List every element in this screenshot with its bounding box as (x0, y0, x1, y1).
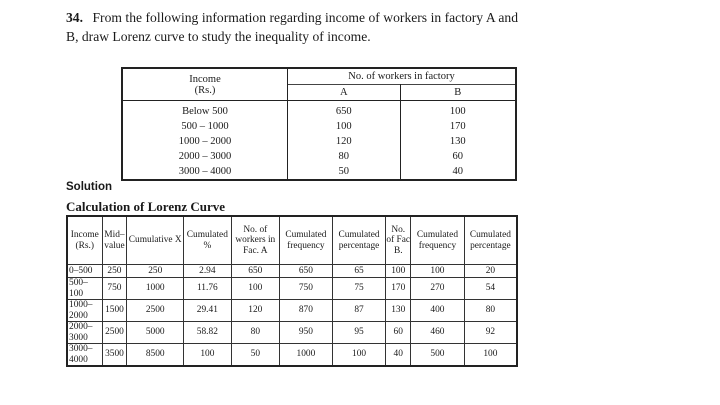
workers-b-cell: 100 (386, 265, 411, 278)
cumulative-x-cell: 250 (127, 265, 184, 278)
mid-value-cell: 250 (102, 265, 127, 278)
income-cell: 3000– 4000 (67, 344, 102, 367)
income-cell: Below 500 (122, 101, 288, 120)
workers-b-cell: 170 (386, 278, 411, 300)
cumulated-pct-cell: 11.76 (184, 278, 231, 300)
table-row (122, 149, 516, 164)
table-row (67, 300, 517, 322)
cumulative-x-cell: 1000 (127, 278, 184, 300)
workers-a-cell: 650 (231, 265, 280, 278)
table-row (122, 164, 516, 180)
calc-title: Calculation of Lorenz Curve (66, 199, 225, 214)
cum-pct-a-cell: 75 (332, 278, 386, 300)
cum-pct-a-cell: 87 (332, 300, 386, 322)
table-row (67, 265, 517, 278)
a-cell: 120 (288, 134, 401, 149)
table-row (67, 344, 517, 367)
question-text (66, 8, 518, 46)
solution-label: Solution (66, 181, 112, 193)
cumulative-x-cell: 5000 (127, 322, 184, 344)
income-cell: 1000 – 2000 (122, 134, 288, 149)
cum-freq-b-cell: 270 (411, 278, 465, 300)
a-cell: 650 (288, 101, 401, 120)
lorenz-table (66, 215, 518, 367)
workers-b-cell: 60 (386, 322, 411, 344)
cum-freq-b-cell: 500 (411, 344, 465, 367)
a-cell: 100 (288, 119, 401, 134)
question-body: From the following information regarding income of workers in factory A and B, draw Lorenz curve to study the inequality of income. (66, 10, 518, 44)
mid-value-cell: 750 (102, 278, 127, 300)
workers-a-cell: 120 (231, 300, 280, 322)
cumulative-x-cell: 8500 (127, 344, 184, 367)
header-cum-freq-b: Cumulated frequency (411, 216, 465, 265)
cum-pct-b-cell: 80 (464, 300, 517, 322)
header-cum-freq-a: Cumulated frequency (280, 216, 333, 265)
col-a-header: A (288, 85, 401, 101)
income-cell: 0–500 (67, 265, 102, 278)
header-cum-pct-b: Cumulated percentage (464, 216, 517, 265)
cum-pct-b-cell: 20 (464, 265, 517, 278)
income-table (121, 67, 517, 181)
cum-freq-a-cell: 870 (280, 300, 333, 322)
income-cell: 2000 – 3000 (122, 149, 288, 164)
workers-a-cell: 50 (231, 344, 280, 367)
income-cell: 1000– 2000 (67, 300, 102, 322)
table-row (122, 119, 516, 134)
table-row (67, 322, 517, 344)
mid-value-cell: 3500 (102, 344, 127, 367)
workers-a-cell: 80 (231, 322, 280, 344)
a-cell: 50 (288, 164, 401, 180)
workers-b-cell: 40 (386, 344, 411, 367)
table-row (122, 101, 516, 120)
cumulated-pct-cell: 29.41 (184, 300, 231, 322)
cum-freq-a-cell: 750 (280, 278, 333, 300)
income-cell: 2000– 3000 (67, 322, 102, 344)
workers-a-cell: 100 (231, 278, 280, 300)
income-header-line2: (Rs.) (194, 84, 216, 96)
income-header-line1: Income (189, 73, 221, 85)
cum-pct-b-cell: 100 (464, 344, 517, 367)
cum-pct-a-cell: 65 (332, 265, 386, 278)
cum-freq-b-cell: 100 (411, 265, 465, 278)
cum-freq-a-cell: 650 (280, 265, 333, 278)
a-cell: 80 (288, 149, 401, 164)
header-cum-pct-a: Cumulated percentage (332, 216, 386, 265)
question-number: 34. (66, 10, 83, 25)
cum-freq-a-cell: 1000 (280, 344, 333, 367)
cumulated-pct-cell: 100 (184, 344, 231, 367)
b-cell: 40 (452, 166, 464, 177)
header-workers-b: No. of Fac B. (386, 216, 411, 265)
table-row (67, 278, 517, 300)
cum-pct-a-cell: 100 (332, 344, 386, 367)
cum-freq-b-cell: 400 (411, 300, 465, 322)
cumulated-pct-cell: 2.94 (184, 265, 231, 278)
workers-b-cell: 130 (386, 300, 411, 322)
header-income: Income (Rs.) (67, 216, 102, 265)
cum-freq-a-cell: 950 (280, 322, 333, 344)
header-cumulative-x: Cumulative X (127, 216, 184, 265)
col-b-header: B (400, 85, 516, 101)
cumulative-x-cell: 2500 (127, 300, 184, 322)
workers-header: No. of workers in factory (348, 71, 455, 82)
cum-pct-b-cell: 92 (464, 322, 517, 344)
income-cell: 500 – 1000 (122, 119, 288, 134)
mid-value-cell: 1500 (102, 300, 127, 322)
table-row (122, 134, 516, 149)
mid-value-cell: 2500 (102, 322, 127, 344)
income-cell: 3000 – 4000 (122, 164, 288, 180)
cum-freq-b-cell: 460 (411, 322, 465, 344)
header-workers-a: No. of workers in Fac. A (231, 216, 280, 265)
b-cell: 100 (449, 106, 466, 117)
b-cell: 170 (449, 121, 466, 132)
b-cell: 60 (452, 151, 464, 162)
cumulated-pct-cell: 58.82 (184, 322, 231, 344)
cum-pct-b-cell: 54 (464, 278, 517, 300)
income-header (122, 68, 288, 101)
b-cell: 130 (449, 136, 466, 147)
header-mid-value: Mid–value (102, 216, 127, 265)
income-cell: 500–100 (67, 278, 102, 300)
header-cumulated-pct: Cumulated % (184, 216, 231, 265)
cum-pct-a-cell: 95 (332, 322, 386, 344)
